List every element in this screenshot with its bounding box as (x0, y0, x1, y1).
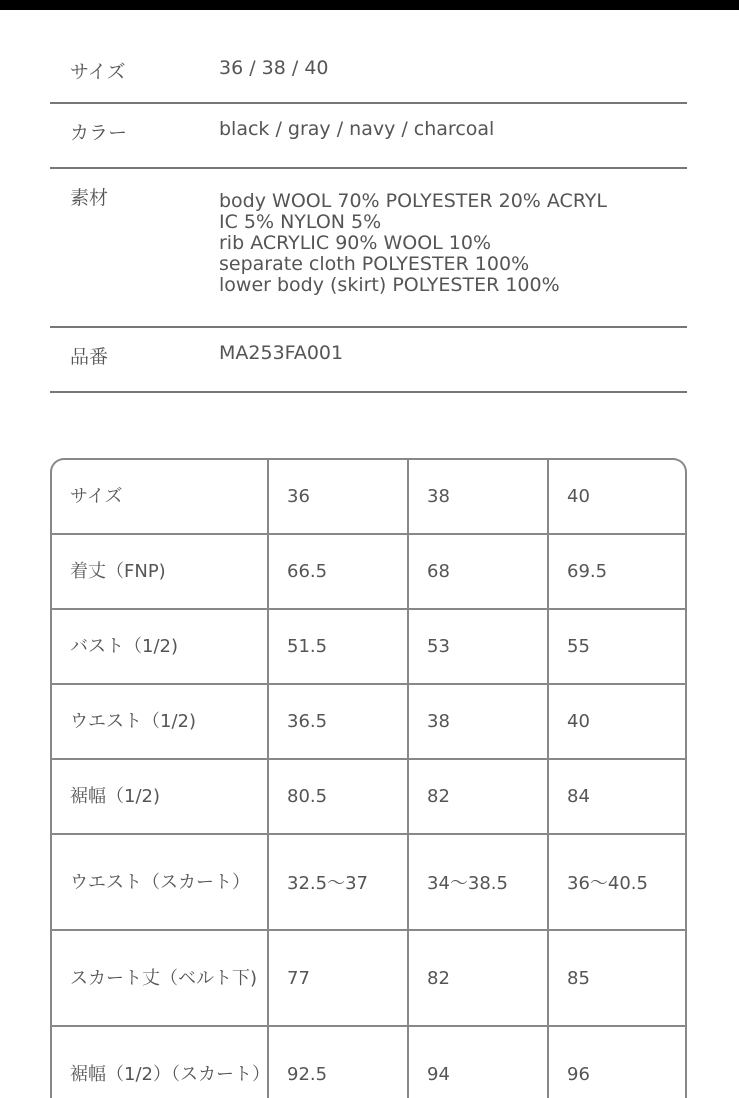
row-label: ウエスト（1/2) (51, 684, 268, 759)
row-label: ウエスト（スカート） (51, 834, 268, 930)
cell-size-40: 69.5 (548, 534, 687, 609)
cell-size-40: 55 (548, 609, 687, 684)
cell-size-38: 53 (408, 609, 548, 684)
table-row (51, 834, 687, 930)
table-row (51, 1026, 687, 1098)
table-row (51, 759, 687, 834)
spec-row-color (50, 104, 687, 169)
spec-row-product-number (50, 328, 687, 393)
cell-size-38: 38 (408, 459, 548, 534)
material-line: rib ACRYLIC 90% WOOL 10% (219, 232, 492, 254)
cell-size-36: 80.5 (268, 759, 408, 834)
cell-size-40: 96 (548, 1026, 687, 1098)
size-table (50, 458, 687, 1098)
cell-size-40: 40 (548, 459, 687, 534)
spec-label-product-number: 品番 (70, 346, 109, 368)
cell-size-40: 40 (548, 684, 687, 759)
material-line: lower body (skirt) POLYESTER 100% (219, 274, 560, 296)
cell-size-38: 68 (408, 534, 548, 609)
cell-size-36: 51.5 (268, 609, 408, 684)
cell-size-36: 36.5 (268, 684, 408, 759)
cell-size-36: 92.5 (268, 1026, 408, 1098)
spec-label-material: 素材 (70, 187, 109, 209)
cell-size-40: 84 (548, 759, 687, 834)
cell-size-36: 77 (268, 930, 408, 1026)
material-line: IC 5% NYLON 5% (219, 211, 382, 233)
material-text (219, 191, 607, 296)
row-label: バスト（1/2) (51, 609, 268, 684)
table-row (51, 930, 687, 1026)
spec-label-size: サイズ (70, 61, 126, 83)
cell-size-38: 38 (408, 684, 548, 759)
row-label: サイズ (51, 459, 268, 534)
material-line: body WOOL 70% POLYESTER 20% ACRYL (219, 190, 607, 212)
table-row (51, 684, 687, 759)
cell-size-40: 85 (548, 930, 687, 1026)
spec-label-color: カラー (70, 122, 128, 144)
spec-value-size: 36 / 38 / 40 (219, 57, 329, 79)
size-table-grid (50, 458, 687, 1098)
row-label: 裾幅（1/2) (51, 759, 268, 834)
table-row (51, 459, 687, 534)
cell-size-36: 32.5〜37 (268, 834, 408, 930)
cell-size-38: 82 (408, 930, 548, 1026)
row-label: 裾幅（1/2）（スカート） (51, 1026, 268, 1098)
product-spec-list (50, 45, 687, 393)
table-row (51, 609, 687, 684)
table-row (51, 534, 687, 609)
row-label: 着丈（FNP) (51, 534, 268, 609)
cell-size-38: 82 (408, 759, 548, 834)
spec-value-product-number: MA253FA001 (219, 342, 344, 364)
spec-row-size (50, 45, 687, 104)
cell-size-36: 36 (268, 459, 408, 534)
spec-value-color: black / gray / navy / charcoal (219, 118, 495, 140)
cell-size-36: 66.5 (268, 534, 408, 609)
cell-size-40: 36〜40.5 (548, 834, 687, 930)
cell-size-38: 34〜38.5 (408, 834, 548, 930)
top-bar (0, 0, 739, 10)
cell-size-38: 94 (408, 1026, 548, 1098)
material-line: separate cloth POLYESTER 100% (219, 253, 530, 275)
row-label: スカート丈（ベルト下) (51, 930, 268, 1026)
